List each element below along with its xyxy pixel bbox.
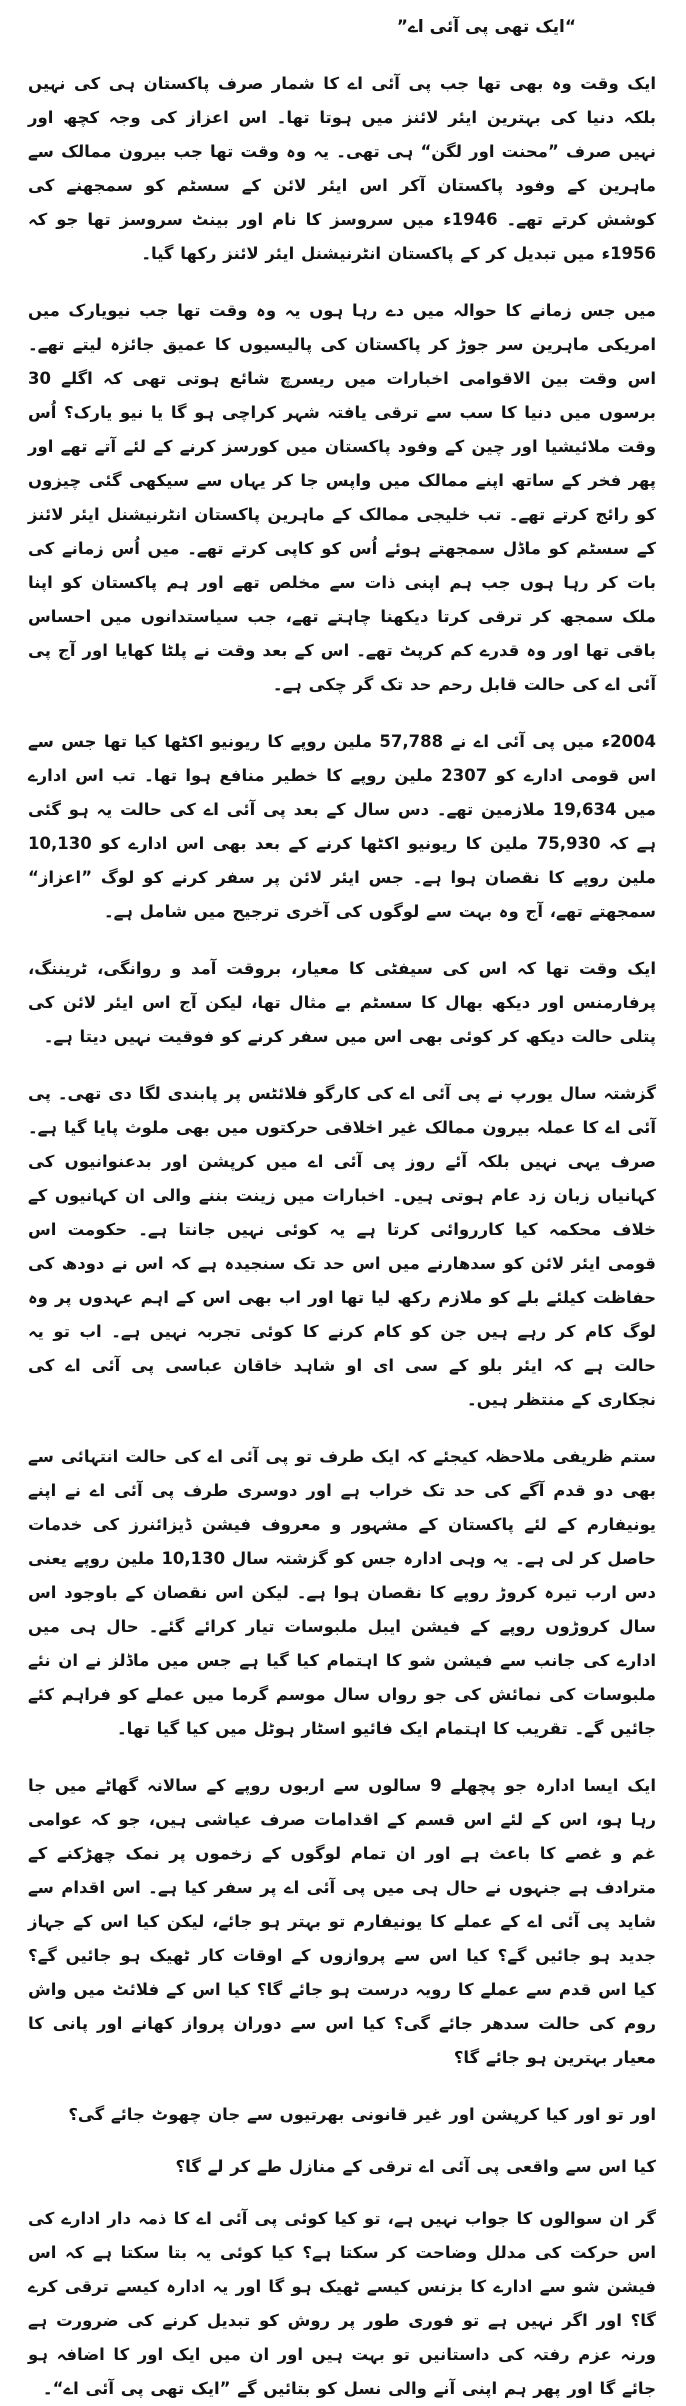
article-paragraph: ایک وقت تھا کہ اس کی سیفٹی کا معیار، بروقت آمد و روانگی، ٹریننگ، پرفارمنس اور دیکھ بھال کا سسٹم بے مثال تھا، لیکن آج اس ایئر لائن کی پتلی حالت دیکھ کر کوئی بھی اس میں سفر کرنے کو فوقیت نہیں دیتا ہے۔ [28, 959, 656, 1047]
article-paragraph: ایک ایسا ادارہ جو پچھلے 9 سالوں سے اربوں روپے کے سالانہ گھاٹے میں جا رہا ہو، اس کے لئے اس قسم کے اقدامات صرف عیاشی ہیں، جو کہ عوامی غم و غصے کا باعث ہے اور ان تمام لوگوں کے زخموں پر نمک چھڑکنے کے مترادف ہے جنہوں نے حال ہی میں پی آئی اے پر سفر کیا ہے۔ اس اقدام سے شاید پی آئی اے کے عملے کا یونیفارم تو بہتر ہو جائے، لیکن کیا اس کے جہاز جدید ہو جائیں گے؟ کیا اس سے پروازوں کے اوقات کار ٹھیک ہو جائیں گے؟ کیا اس قدم سے عملے کا رویہ درست ہو جائے گا؟ کیا اس کے فلائٹ میں واش روم کی حالت سدھر جائے گی؟ کیا اس سے دوران پرواز کھانے اور پانی کا معیار بہترین ہو جائے گا؟ [28, 1776, 657, 2068]
article-paragraph: گزشتہ سال یورپ نے پی آئی اے کی کارگو فلائٹس پر پابندی لگا دی تھی۔ پی آئی اے کا عملہ بیرون ممالک غیر اخلاقی حرکتوں میں بھی ملوث پایا گیا ہے۔ صرف یہی نہیں بلکہ آئے روز پی آئی اے میں کرپشن اور بدعنوانیوں کی کہانیاں زبان زد عام ہوتی ہیں۔ اخبارات میں زینت بننے والی ان کہانیوں کے خلاف محکمہ کیا کارروائی کرتا ہے یہ کوئی نہیں جانتا ہے۔ حکومت اس قومی ایئر لائن کو سدھارنے میں اس حد تک سنجیدہ ہے کہ اس نے دودھ کی حفاظت کیلئے بلے کو ملازم رکھ لیا تھا اور اب بھی اس کے اہم عہدوں پر وہ لوگ کام کر رہے ہیں جن کو کام کرنے کا کوئی تجربہ نہیں ہے۔ اب تو یہ حالت ہے کہ ایئر بلو کے سی ای او شاہد خاقان عباسی پی آئی اے کی نجکاری کے منتظر ہیں۔ [28, 1084, 656, 1410]
article-paragraph: ستم ظریفی ملاحظہ کیجئے کہ ایک طرف تو پی آئی اے کی حالت انتہائی سے بھی دو قدم آگے کی حد تک خراب ہے اور دوسری طرف پی آئی اے نے اپنے یونیفارم کے لئے پاکستان کے مشہور و معروف فیشن ڈیزائنرز کی خدمات حاصل کر لی ہے۔ یہ وہی ادارہ جس کو گزشتہ سال 10,130 ملین روپے یعنی دس ارب تیرہ کروڑ روپے کا نقصان ہوا ہے۔ لیکن اس نقصان کے باوجود اس سال کروڑوں روپے کے فیشن ایبل ملبوسات تیار کرائے گئے۔ حال ہی میں ادارے کی جانب سے فیشن شو کا اہتمام کیا گیا ہے جس میں ماڈلز نے ان نئے ملبوسات کی نمائش کی جو رواں سال موسم گرما میں عملے کو فراہم کئے جائیں گے۔ تقریب کا اہتمام ایک فائیو اسٹار ہوٹل میں کیا گیا تھا۔ [28, 1447, 656, 1739]
article-paragraph: گر ان سوالوں کا جواب نہیں ہے، تو کیا کوئی پی آئی اے کا ذمہ دار ادارے کی اس حرکت کی مدلل وضاحت کر سکتا ہے؟ کیا کوئی یہ بتا سکتا ہے کہ اس فیشن شو سے ادارے کا بزنس کیسے ٹھیک ہو گا اور یہ ادارہ کیسے ترقی کرے گا؟ اور اگر نہیں ہے تو فوری طور پر روش کو تبدیل کرنے کی ضرورت ہے ورنہ عزم رفتہ کی داستانیں تو بہت ہیں اور ان میں ایک اور کا اضافہ ہو جائے گا اور پھر ہم اپنی آنے والی نسل کو بتائیں گے ”ایک تھی پی آئی اے“۔ [28, 2209, 656, 2399]
article-paragraph: اور تو اور کیا کرپشن اور غیر قانونی بھرتیوں سے جان چھوٹ جائے گی؟ [68, 2105, 656, 2125]
article-title: “ایک تھی پی آئی اے” [396, 17, 576, 37]
article-paragraph: 2004ء میں پی آئی اے نے 57,788 ملین روپے کا ریونیو اکٹھا کیا تھا جس سے اس قومی ادارے کو 2307 ملین روپے کا خطیر منافع ہوا تھا۔ تب اس ادارے میں 19,634 ملازمین تھے۔ دس سال کے بعد پی آئی اے کی حالت یہ ہو گئی ہے کہ 75,930 ملین کا ریونیو اکٹھا کرنے کے بعد بھی اس ادارے کو 10,130 ملین روپے کا نقصان ہوا ہے۔ جس ایئر لائن پر سفر کرنے کو لوگ ”اعزاز“ سمجھتے تھے، آج وہ بہت سے لوگوں کی آخری ترجیح میں شامل ہے۔ [28, 732, 656, 922]
article-paragraph: ایک وقت وہ بھی تھا جب پی آئی اے کا شمار صرف پاکستان ہی کی نہیں بلکہ دنیا کی بہترین ایئر لائنز میں ہوتا تھا۔ اس اعزاز کی وجہ کچھ اور نہیں صرف ”محنت اور لگن“ ہی تھی۔ یہ وہ وقت تھا جب بیرون ممالک سے ماہرین کے وفود پاکستان آکر اس ایئر لائن کے سسٹم کو سمجھنے کی کوشش کرتے تھے۔ 1946ء میں سروسز کا نام اور بینٹ سروسز تھا جو کہ 1956ء میں تبدیل کر کے پاکستان انٹرنیشنل ایئر لائنز رکھا گیا۔ [28, 74, 656, 264]
article-paragraph: کیا اس سے واقعی پی آئی اے ترقی کے منازل طے کر لے گا؟ [175, 2157, 656, 2177]
article-paragraph: میں جس زمانے کا حوالہ میں دے رہا ہوں یہ وہ وقت تھا جب نیویارک میں امریکی ماہرین سر جوڑ کر پاکستان کی پالیسیوں کا عمیق جائزہ لیتے تھے۔ اس وقت بین الاقوامی اخبارات میں ریسرچ شائع ہوتی تھی کہ اگلے 30 برسوں میں دنیا کا سب سے ترقی یافتہ شہر کراچی ہو گا یا نیو یارک؟ اُس وقت ملائیشیا اور چین کے وفود پاکستان میں کورسز کرنے کے لئے آتے تھے اور پھر فخر کے ساتھ اپنے ممالک میں واپس جا کر یہاں سے سیکھی گئی چیزوں کو رائج کرتے تھے۔ تب خلیجی ممالک کے ماہرین پاکستان انٹرنیشنل ایئر لائنز کے سسٹم کو ماڈل سمجھتے ہوئے اُس کو کاپی کرتے تھے۔ میں اُس زمانے کی بات کر رہا ہوں جب ہم اپنی ذات سے مخلص تھے اور ہم پاکستان کو اپنا ملک سمجھ کر ترقی کرتا دیکھنا چاہتے تھے، جب سیاستدانوں میں احساس باقی تھا اور وہ قدرے کم کرپٹ تھے۔ اس کے بعد وقت نے پلٹا کھایا اور آج پی آئی اے کی حالت قابل رحم حد تک گر چکی ہے۔ [28, 301, 656, 695]
